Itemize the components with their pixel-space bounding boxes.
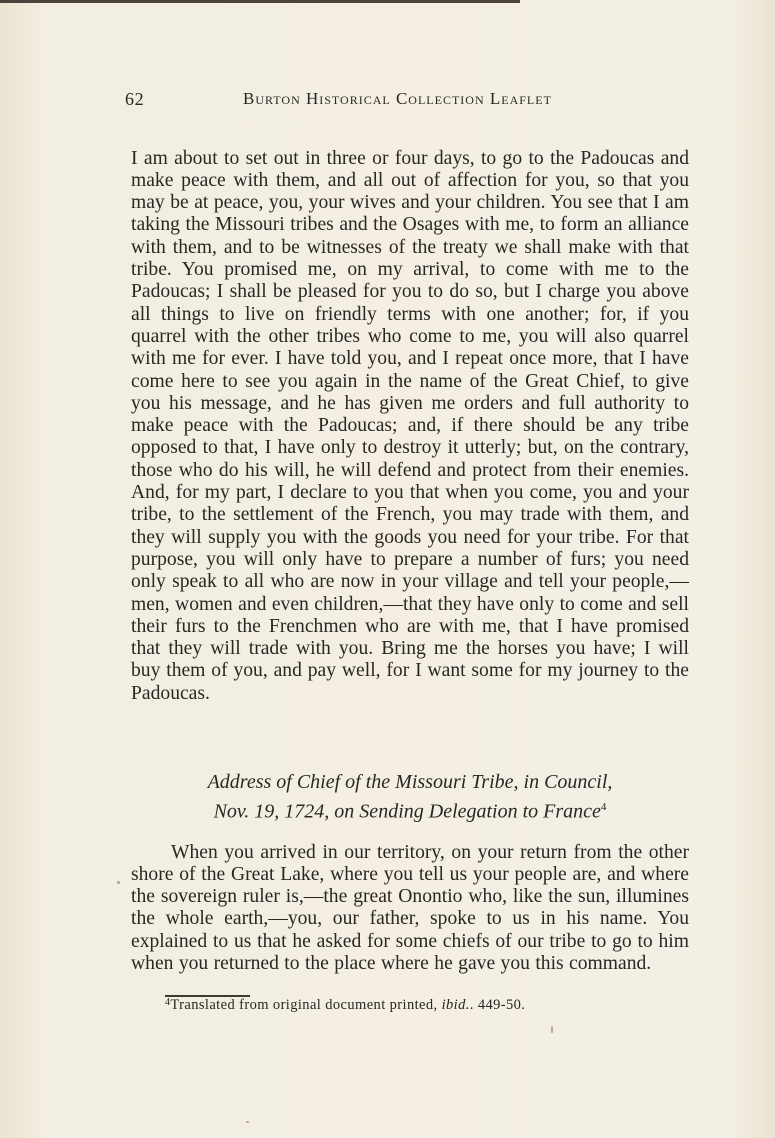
paper-speck [246,1121,249,1123]
section-heading [150,770,670,825]
paper-speck [551,1026,553,1033]
section-heading-line-2-text: Nov. 19, 1724, on Sending Delegation to France [213,800,601,823]
running-title: Burton Historical Collection Leaflet [243,89,552,108]
section-heading-line-2 [150,795,670,825]
top-edge-rule [0,0,520,3]
page-number: 62 [125,89,145,109]
running-head [125,89,650,113]
paper-speck [117,881,120,884]
footnote-text: Translated from original document printed, [170,997,442,1013]
footnote-ibid: ibid. [441,997,470,1013]
footnote-reference: 4 [600,801,607,813]
footnote [165,997,685,1014]
section-heading-line-1: Address of Chief of the Missouri Tribe, in Council, [207,771,613,793]
footnote-pages: . 449-50. [469,997,526,1013]
footnote-marker: 4 [165,997,171,1008]
paragraph-address: When you arrived in our territory, on your return from the other shore of the Great Lake, where you tell us your people are, and where the sovereign ruler is,—the great Onontio who, like the sun, illumines the whole earth,—you, our father, spoke to us in his name. You explained to us that he asked for some chiefs of our tribe to go to him when you returned to the place where he gave you this command. [131,841,689,975]
paragraph-speech: I am about to set out in three or four days, to go to the Padoucas and make peace with them, and all out of affection for you, so that you may be at peace, you, your wives and your children. You see that I am taking the Missouri tribes and the Osages with me, to form an alliance with them, and to be witnesses of the treaty we shall make with that tribe. You promised me, on my arrival, to come with me to the Padoucas; I shall be pleased for you to do so, but I charge you above all things to live on friendly terms with one another; for, if you quarrel with the other tribes who come to me, you will also quarrel with me for ever. I have told you, and I repeat once more, that I have come here to see you again in the name of the Great Chief, to give you his message, and he has given me orders and full authority to make peace with the Padoucas; and, if there should be any tribe opposed to that, I have only to destroy it utterly; but, on the contrary, those who do his will, he will defend and protect from their enemies. And, for my part, I declare to you that when you come, you and your tribe, to the settlement of the French, you may trade with them, and they will supply you with the goods you need for your tribe. For that purpose, you will only have to prepare a number of furs; you need only speak to all who are now in your village and tell your people,—men, women and even children,—that they have only to come and sell their furs to the Frenchmen who are with me, that I have promised that they will trade with you. Bring me the horses you have; I will buy them of you, and pay well, for I want some for my journey to the Padoucas. [131,147,689,704]
